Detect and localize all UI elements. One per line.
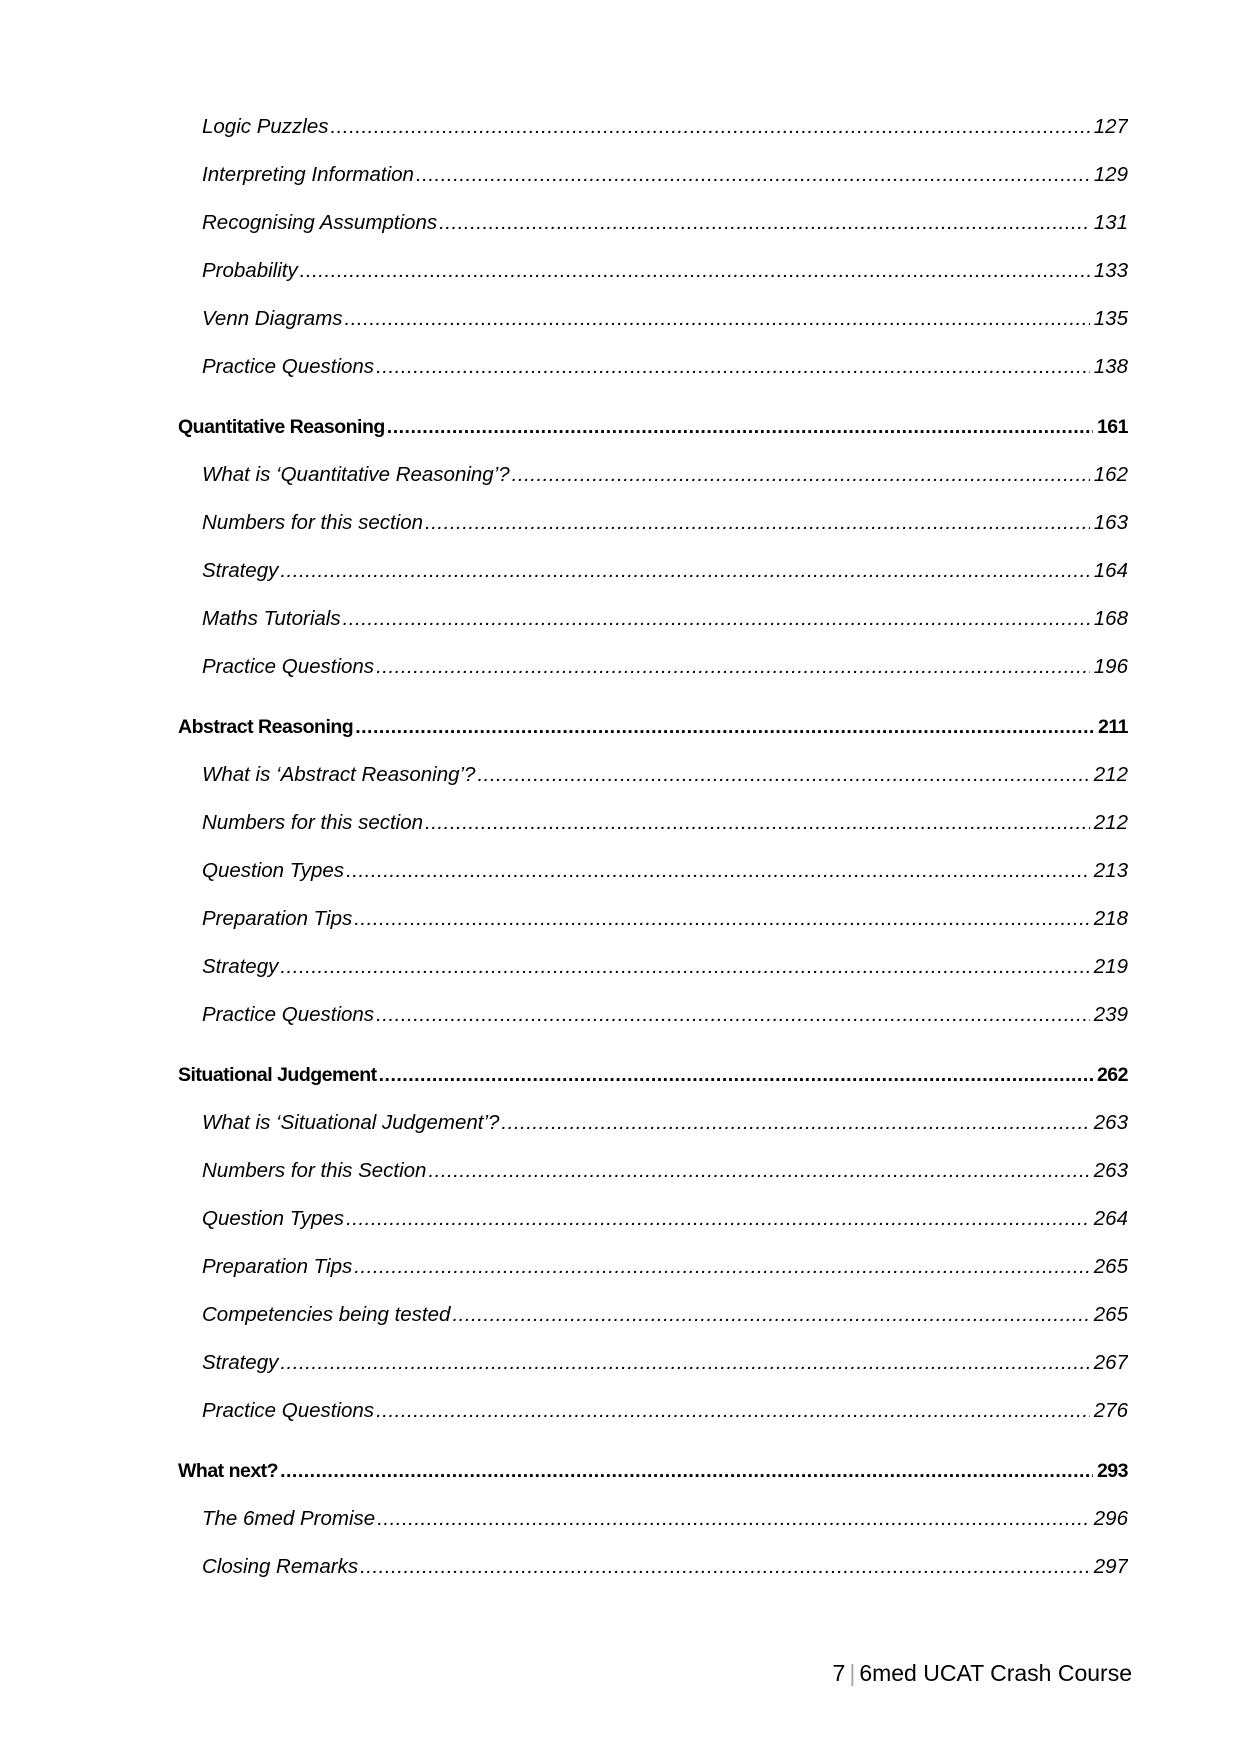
- toc-entry-title: Numbers for this section: [202, 511, 424, 534]
- dot-leader: [452, 1303, 1089, 1327]
- toc-entry[interactable]: [202, 607, 1128, 631]
- toc-entry[interactable]: [202, 1555, 1128, 1579]
- dot-leader: [280, 955, 1089, 979]
- toc-entry-page: 131: [1093, 211, 1128, 234]
- toc-entry[interactable]: [202, 1255, 1128, 1279]
- toc-entry[interactable]: [202, 259, 1128, 283]
- dot-leader: [376, 355, 1090, 379]
- dot-leader: [300, 259, 1090, 283]
- toc-entry[interactable]: [202, 1111, 1128, 1135]
- dot-leader: [330, 115, 1089, 139]
- dot-leader: [501, 1111, 1089, 1135]
- toc-entry-title: Practice Questions: [202, 355, 375, 378]
- toc-entry-title: Recognising Assumptions: [202, 211, 438, 234]
- dot-leader: [387, 416, 1093, 439]
- toc-entry-page: 276: [1093, 1399, 1128, 1422]
- dot-leader: [346, 1207, 1090, 1231]
- toc-entry[interactable]: [202, 511, 1128, 535]
- toc-entry-title: Maths Tutorials: [202, 607, 341, 630]
- toc-entry[interactable]: [202, 655, 1128, 679]
- dot-leader: [377, 1507, 1090, 1531]
- footer-book-title: 6med UCAT Crash Course: [859, 1660, 1132, 1686]
- toc-section-page: 262: [1096, 1064, 1128, 1086]
- toc-entry-page: 239: [1093, 1003, 1128, 1026]
- dot-leader: [345, 307, 1090, 331]
- toc-section-title: Situational Judgement: [178, 1064, 377, 1086]
- toc-section-entry[interactable]: [178, 716, 1128, 739]
- dot-leader: [280, 1460, 1093, 1483]
- toc-entry[interactable]: [202, 859, 1128, 883]
- toc-section-title: What next?: [178, 1460, 279, 1482]
- toc-section-entry[interactable]: [178, 1064, 1128, 1087]
- toc-entry-title: What is ‘Situational Judgement’?: [202, 1111, 500, 1134]
- toc-entry[interactable]: [202, 307, 1128, 331]
- dot-leader: [280, 1351, 1089, 1375]
- dot-leader: [280, 559, 1089, 583]
- toc-entry-page: 135: [1093, 307, 1128, 330]
- toc-entry-page: 267: [1093, 1351, 1128, 1374]
- toc-entry-title: Competencies being tested: [202, 1303, 451, 1326]
- toc-entry[interactable]: [202, 115, 1128, 139]
- toc-section-entry[interactable]: [178, 416, 1128, 439]
- toc-entry-page: 263: [1093, 1111, 1128, 1134]
- toc-entry-title: The 6med Promise: [202, 1507, 376, 1530]
- toc-entry-title: Strategy: [202, 1351, 279, 1374]
- toc-entry[interactable]: [202, 211, 1128, 235]
- dot-leader: [477, 763, 1089, 787]
- dot-leader: [425, 511, 1090, 535]
- toc-entry[interactable]: [202, 1351, 1128, 1375]
- toc-section-entry[interactable]: [178, 1460, 1128, 1483]
- toc-entry-page: 296: [1093, 1507, 1128, 1530]
- toc-entry-page: 129: [1093, 163, 1128, 186]
- dot-leader: [439, 211, 1090, 235]
- toc-section-title: Abstract Reasoning: [178, 716, 354, 738]
- toc-entry-page: 263: [1093, 1159, 1128, 1182]
- toc-entry-title: Question Types: [202, 859, 345, 882]
- toc-entry-title: Logic Puzzles: [202, 115, 329, 138]
- toc-entry-page: 212: [1093, 763, 1128, 786]
- toc-section-page: 293: [1096, 1460, 1128, 1482]
- toc-entry-title: Numbers for this Section: [202, 1159, 427, 1182]
- toc-entry-page: 164: [1093, 559, 1128, 582]
- toc-entry-title: What is ‘Abstract Reasoning’?: [202, 763, 476, 786]
- toc-entry-page: 127: [1093, 115, 1128, 138]
- footer-separator: |: [849, 1660, 856, 1686]
- toc-entry-page: 264: [1093, 1207, 1128, 1230]
- toc-entry[interactable]: [202, 763, 1128, 787]
- toc-entry-page: 138: [1093, 355, 1128, 378]
- toc-entry[interactable]: [202, 1399, 1128, 1423]
- page-footer: [833, 1660, 1132, 1687]
- toc-entry-title: Practice Questions: [202, 655, 375, 678]
- toc-entry-page: 265: [1093, 1303, 1128, 1326]
- toc-entry-page: 218: [1093, 907, 1128, 930]
- toc-entry-title: Probability: [202, 259, 298, 282]
- toc-entry-title: Strategy: [202, 955, 279, 978]
- dot-leader: [376, 655, 1090, 679]
- toc-entry[interactable]: [202, 163, 1128, 187]
- toc-entry-page: 297: [1093, 1555, 1128, 1578]
- toc-entry-page: 168: [1093, 607, 1128, 630]
- dot-leader: [354, 1255, 1090, 1279]
- dot-leader: [428, 1159, 1089, 1183]
- toc-entry-page: 219: [1093, 955, 1128, 978]
- dot-leader: [425, 811, 1090, 835]
- dot-leader: [379, 1064, 1093, 1087]
- toc-entry-page: 265: [1093, 1255, 1128, 1278]
- toc-entry-page: 196: [1093, 655, 1128, 678]
- toc-entry-page: 212: [1093, 811, 1128, 834]
- toc-entry-title: What is ‘Quantitative Reasoning’?: [202, 463, 510, 486]
- dot-leader: [360, 1555, 1090, 1579]
- toc-entry-title: Question Types: [202, 1207, 345, 1230]
- toc-entry[interactable]: [202, 559, 1128, 583]
- dot-leader: [343, 607, 1090, 631]
- toc-entry-page: 163: [1093, 511, 1128, 534]
- dot-leader: [416, 163, 1090, 187]
- dot-leader: [354, 907, 1090, 931]
- toc-entry-title: Preparation Tips: [202, 907, 353, 930]
- dot-leader: [376, 1003, 1090, 1027]
- dot-leader: [512, 463, 1090, 487]
- toc-entry[interactable]: [202, 355, 1128, 379]
- toc-entry[interactable]: [202, 907, 1128, 931]
- toc-section-page: 211: [1098, 716, 1128, 738]
- toc-entry-page: 213: [1093, 859, 1128, 882]
- toc-entry-title: Preparation Tips: [202, 1255, 353, 1278]
- toc-entry[interactable]: [202, 1303, 1128, 1327]
- toc-entry-page: 133: [1093, 259, 1128, 282]
- dot-leader: [355, 716, 1094, 739]
- toc-entry-title: Practice Questions: [202, 1399, 375, 1422]
- dot-leader: [376, 1399, 1090, 1423]
- toc-entry[interactable]: [202, 1003, 1128, 1027]
- toc-entry-title: Venn Diagrams: [202, 307, 343, 330]
- footer-page-number: 7: [832, 1660, 846, 1686]
- toc-entry-title: Interpreting Information: [202, 163, 414, 186]
- toc-entry-title: Closing Remarks: [202, 1555, 359, 1578]
- toc-entry-title: Practice Questions: [202, 1003, 375, 1026]
- toc-entry[interactable]: [202, 1507, 1128, 1531]
- toc-entry-page: 162: [1093, 463, 1128, 486]
- toc-entry[interactable]: [202, 955, 1128, 979]
- toc-entry-title: Strategy: [202, 559, 279, 582]
- toc-section-title: Quantitative Reasoning: [178, 416, 385, 438]
- dot-leader: [346, 859, 1090, 883]
- toc-entry[interactable]: [202, 1207, 1128, 1231]
- toc-section-page: 161: [1096, 416, 1128, 438]
- toc-entry[interactable]: [202, 463, 1128, 487]
- toc-entry[interactable]: [202, 1159, 1128, 1183]
- toc-entry-title: Numbers for this section: [202, 811, 424, 834]
- toc-entry[interactable]: [202, 811, 1128, 835]
